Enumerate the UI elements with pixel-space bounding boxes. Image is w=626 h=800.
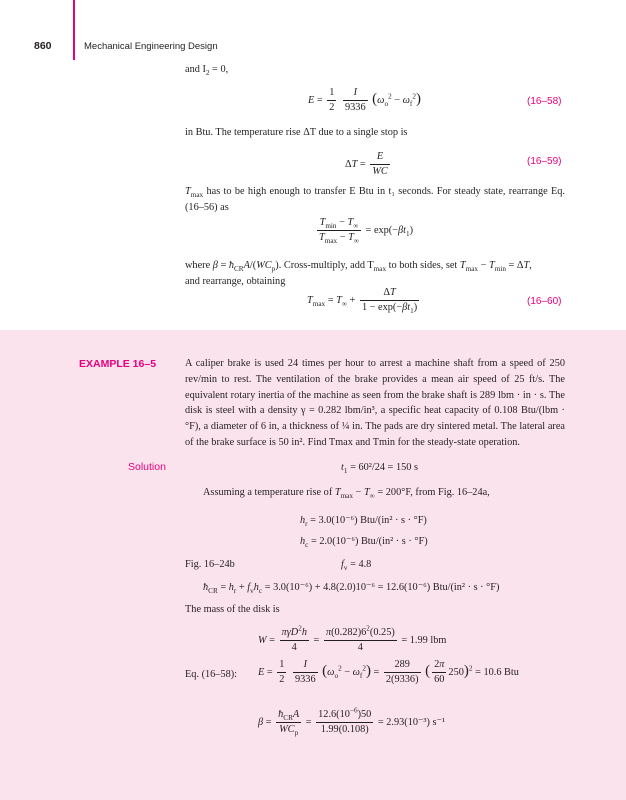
eq-ref: Eq. (16–58): [185,669,238,680]
eq-number-58: (16–58) [527,96,562,107]
equation-16-59: ΔT = $\frac{E}{WC}$ [345,151,388,177]
tmin-equation: $\frac{T_{min} - T_\infty}{T_{max} - T_\infty}$ = $\exp(-\beta t_1)$ [319,217,414,246]
mass-line: The mass of the disk is [185,604,280,615]
equation-16-58: E = $\frac{1}{2}$ $\frac{I}{9336}$ $(\omega_o^2 - \omega_f^2)$ [308,87,421,113]
hcr-line: $ħ_{CR} = h_r + f_vh_c = 3.0(10^{-6}) + 4.8(2.0)10^{-6} = 12.6(10^{-6}) Btu/(in^2 \cdot s \cdot ^\circ F)$ [203,582,500,596]
energy-equation: E = $\frac{1}{2}$ $\frac{I}{9336}$ $(\omega_o^2 - \omega_f^2)$ = $\frac{289}{2(9336)}$ ( $\frac{2\pi}{60}$ 250)$^2$ = 10.6 Btu [258,659,519,685]
tmax-paragraph: $T_{max}$ has to be high enough to transfer E Btu in t₁ seconds. For steady state, rearrange Eq. (16–56) as [185,186,566,213]
hr-line: $h_r = 3.0(10^{-6}) Btu/(in^2 \cdot s \cdot ^\circ F)$ [300,515,427,529]
btu-line: in Btu. The temperature rise ΔT due to a single stop is [185,127,408,138]
eq-number-59: (16–59) [527,156,562,167]
equation-16-60: $T_{max} = T_\infty$ + $\frac{\Delta T}{1 - \exp(-\beta t_1)}$ [307,287,418,316]
hc-line: $h_c = 2.0(10^{-6}) Btu/(in^2 \cdot s \cdot ^\circ F)$ [300,536,428,550]
book-title: Mechanical Engineering Design [84,41,218,52]
fig-ref: Fig. 16–24b [185,559,235,570]
example-problem: A caliper brake is used 24 times per hour to arrest a machine shaft from a speed of 250 rev/min to rest. The ventilation of the brake provides a mean air speed of 25 ft/s. The equivalent rotary inertia of the machine as seen from the brake shaft is 289 lbm · in · s. The disk is steel with a density γ = 0.282 lbm/in³, a specific heat capacity of 0.108 Btu/(lbm · °F), a diameter of 6 in, a thickness of ¼ in. The pads are dry sintered metal. The lateral area of the brake surface is 50 in². Find Tmax and Tmin for the steady-state operation. [185,358,565,448]
where-paragraph: where $\beta = ħ_{CR}A/(WC_p)$. Cross-multiply, add $T_{max}$ to both sides, set $T_{max} - T_{min} = \Delta T$, and rearrange, obtaining [185,260,532,287]
page-number: 860 [34,40,52,52]
fv-line: $f_v = 4.8$ [341,559,372,573]
eq-number-60: (16–60) [527,296,562,307]
assume-line: Assuming a temperature rise of $T_{max} - T_\infty = 200^\circ F$, from Fig. 16–24a, [203,487,490,501]
mass-equation: W = $\frac{\pi\gamma D^2h}{4}$ = $\frac{\pi(0.282)6^2(0.25)}{4}$ = 1.99 lbm [258,624,447,653]
example-label: EXAMPLE 16–5 [79,358,157,370]
beta-equation: β = $\frac{ħ_{CR}A}{WC_p}$ = $\frac{12.6(10^{-6})50}{1.99(0.108)}$ = 2.93(10⁻³) s⁻¹ [258,706,446,738]
solution-label: Solution [128,461,166,473]
header-rule [73,0,75,60]
t1-line: $t_1 = 60^2/24 = 150$ s [341,462,418,476]
intro-line: and $I_2 = 0$, [185,64,229,78]
